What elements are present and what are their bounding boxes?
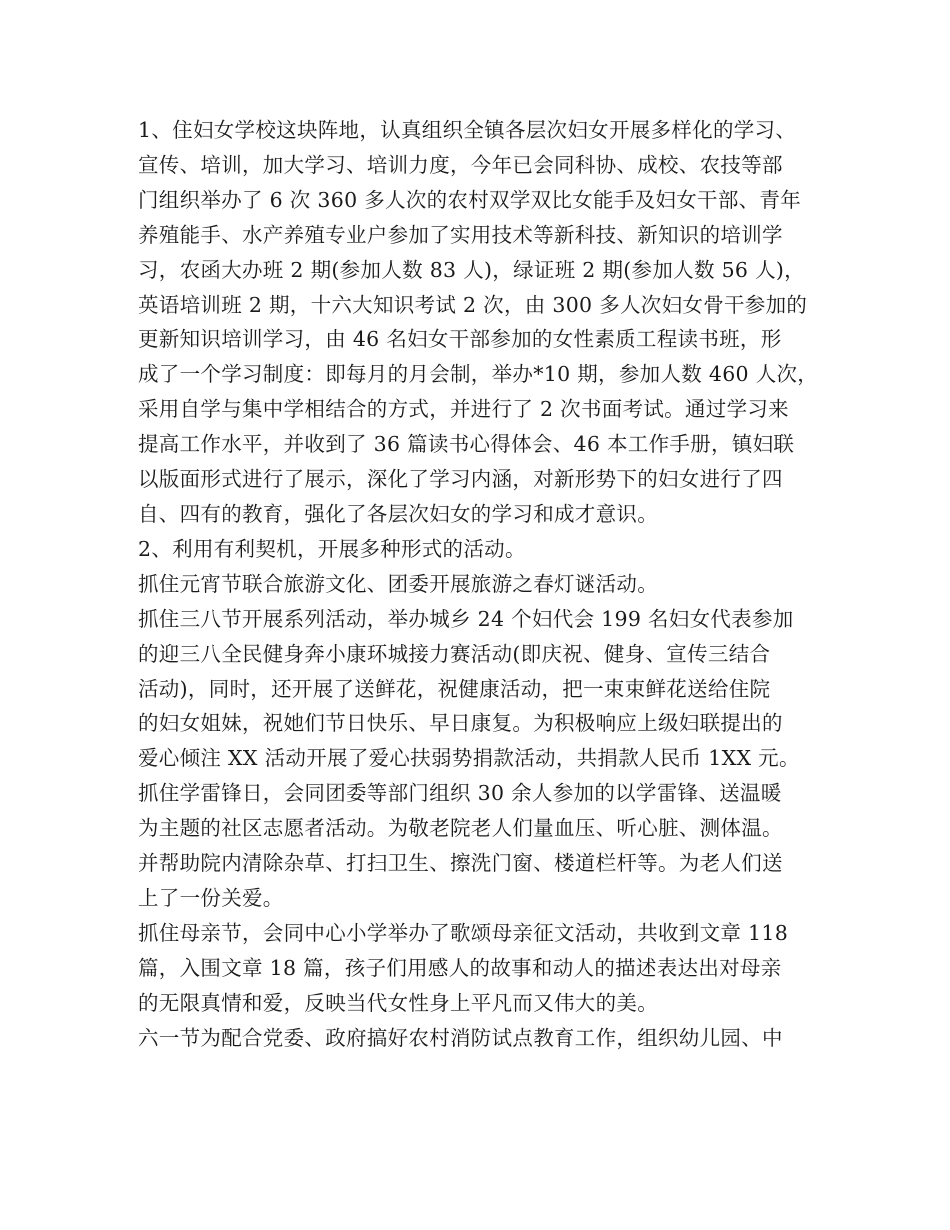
text-line: 活动)，同时，还开展了送鲜花，祝健康活动，把一束束鲜花送给住院: [138, 676, 771, 701]
text-line: 六一节为配合党委、政府搞好农村消防试点教育工作，组织幼儿园、中: [138, 1025, 783, 1050]
document-body: [138, 113, 828, 1055]
text-line: 上了一份关爱。: [138, 885, 284, 910]
text-line: 宣传、培训，加大学习、培训力度，今年已会同科协、成校、农技等部: [138, 152, 783, 177]
text-line: 自、四有的教育，强化了各层次妇女的学习和成才意识。: [138, 501, 658, 526]
paragraph-lantern-festival: [138, 567, 828, 602]
paragraph-mothers-day: [138, 916, 828, 1021]
text-line: 养殖能手、水产养殖专业户参加了实用技术等新科技、新知识的培训学: [138, 222, 783, 247]
text-line: 英语培训班 2 期，十六大知识考试 2 次，由 300 多人次妇女骨干参加的: [138, 292, 808, 317]
text-line: 并帮助院内清除杂草、打扫卫生、擦洗门窗、楼道栏杆等。为老人们送: [138, 851, 783, 876]
text-line: 更新知识培训学习，由 46 名妇女干部参加的女性素质工程读书班，形: [138, 327, 782, 352]
text-line: 2、利用有利契机，开展多种形式的活动。: [138, 536, 526, 561]
paragraph-lei-feng-day: [138, 776, 828, 916]
text-line: 爱心倾注 XX 活动开展了爱心扶弱势捐款活动，共捐款人民币 1XX 元。: [138, 746, 800, 771]
text-line: 以版面形式进行了展示，深化了学习内涵，对新形势下的妇女进行了四: [138, 467, 783, 492]
text-line: 抓住元宵节联合旅游文化、团委开展旅游之春灯谜活动。: [138, 571, 658, 596]
text-line: 习，农函大办班 2 期(参加人数 83 人)，绿证班 2 期(参加人数 56 人)，: [138, 257, 805, 282]
paragraph-womens-day: [138, 602, 828, 777]
paragraph-learning: [138, 113, 828, 532]
text-line: 篇，入围文章 18 篇，孩子们用感人的故事和动人的描述表达出对母亲: [138, 955, 782, 980]
text-line: 提高工作水平，并收到了 36 篇读书心得体会、46 本工作手册，镇妇联: [138, 432, 795, 457]
text-line: 为主题的社区志愿者活动。为敬老院老人们量血压、听心脏、测体温。: [138, 816, 783, 841]
paragraph-childrens-day: [138, 1021, 828, 1056]
text-line: 的无限真情和爱，反映当代女性身上平凡而又伟大的美。: [138, 990, 658, 1015]
text-line: 抓住母亲节，会同中心小学举办了歌颂母亲征文活动，共收到文章 118: [138, 920, 789, 945]
text-line: 成了一个学习制度：即每月的月会制，举办*10 期，参加人数 460 人次，: [138, 362, 819, 387]
text-line: 1、住妇女学校这块阵地，认真组织全镇各层次妇女开展多样化的学习、: [138, 118, 797, 142]
text-line: 采用自学与集中学相结合的方式，并进行了 2 次书面考试。通过学习来: [138, 397, 789, 422]
paragraph-activities-heading: [138, 532, 828, 567]
text-line: 的妇女姐妹，祝她们节日快乐、早日康复。为积极响应上级妇联提出的: [138, 711, 783, 736]
text-line: 的迎三八全民健身奔小康环城接力赛活动(即庆祝、健身、宣传三结合: [138, 641, 771, 666]
text-line: 抓住三八节开展系列活动，举办城乡 24 个妇代会 199 名妇女代表参加: [138, 606, 794, 631]
text-line: 抓住学雷锋日，会同团委等部门组织 30 余人参加的以学雷锋、送温暖: [138, 781, 782, 806]
text-line: 门组织举办了 6 次 360 多人次的农村双学双比女能手及妇女干部、青年: [138, 187, 802, 212]
